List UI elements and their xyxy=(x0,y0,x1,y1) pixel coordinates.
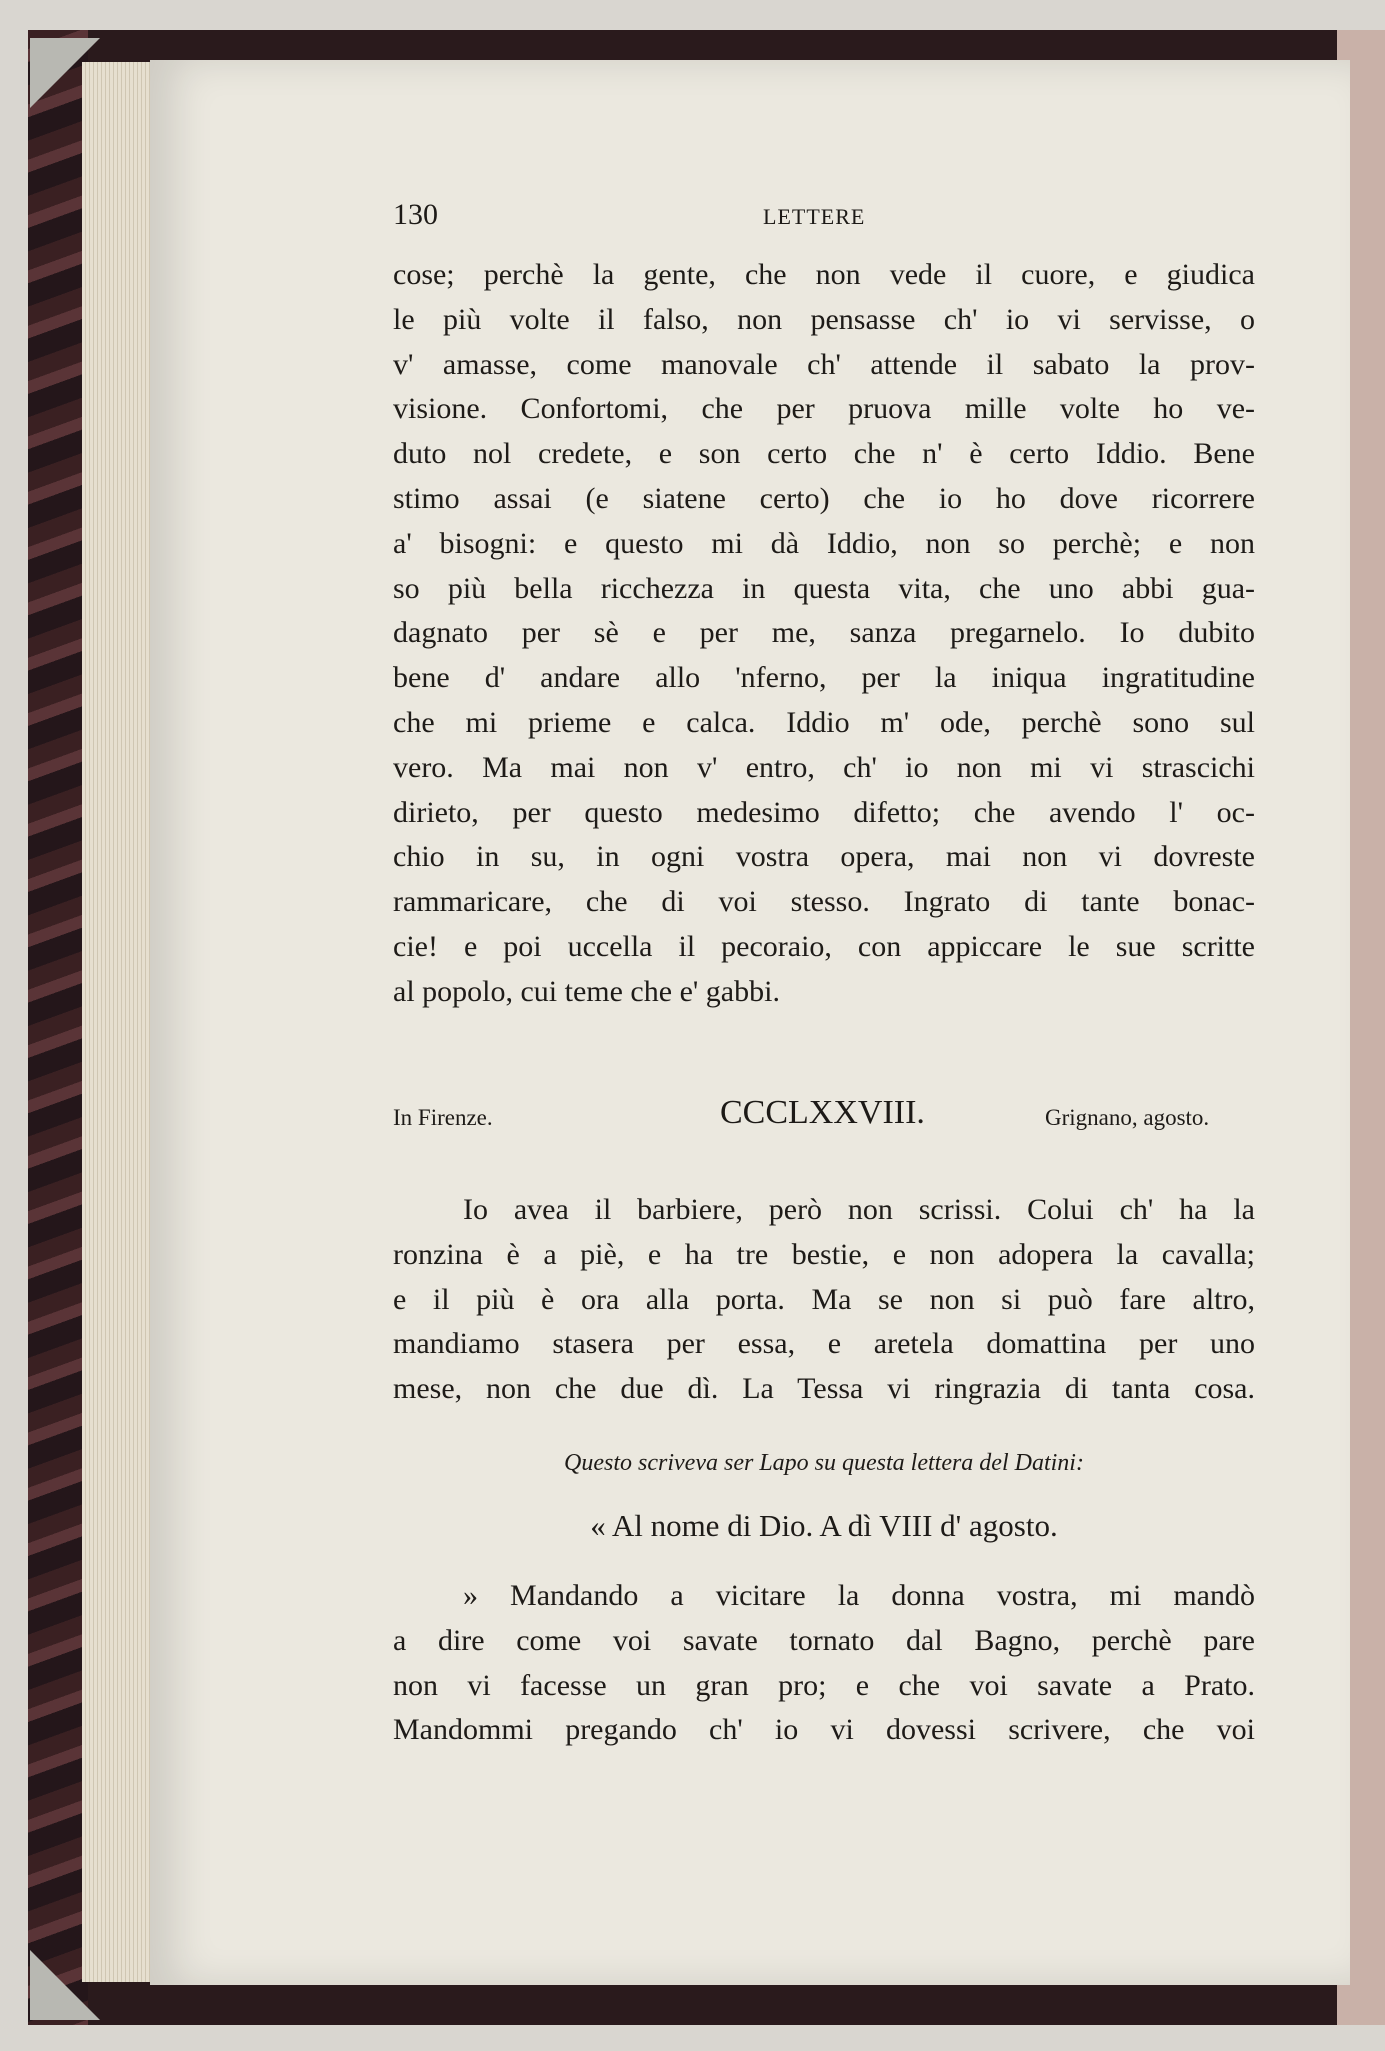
text-line: stimo assai (e siatene certo) che io ho dove ricorrere xyxy=(393,482,1255,515)
marbled-cover-edge xyxy=(28,30,88,2025)
text-line: visione. Confortomi, che per pruova mille volte ho ve- xyxy=(393,392,1255,426)
text-line: bene d' andare allo 'nferno, per la iniqua ingratitudine xyxy=(393,661,1255,695)
letter-number: CCCLXXVIII. xyxy=(720,1094,925,1131)
text-line: vero. Ma mai non v' entro, ch' io non mi vi strascichi xyxy=(393,750,1255,784)
text-line: chio in su, in ogni vostra opera, mai non vi dovreste xyxy=(393,840,1255,874)
running-title: LETTERE xyxy=(763,204,866,229)
text-line: a dire come voi savate tornato dal Bagno, perchè pare xyxy=(393,1623,1255,1657)
text-line: so più bella ricchezza in questa vita, che uno abbi gua- xyxy=(393,571,1255,605)
editor-note: Questo scriveva ser Lapo su questa lettera del Datini: xyxy=(564,1450,1084,1476)
text-line: Mandommi pregando ch' io vi dovessi scrivere, che voi xyxy=(393,1713,1255,1747)
text-line: mandiamo stasera per essa, e aretela domattina per uno xyxy=(393,1327,1255,1361)
page-number: 130 xyxy=(393,198,438,231)
letter-recipient-place: In Firenze. xyxy=(393,1105,493,1130)
text-line: cose; perchè la gente, che non vede il cuore, e giudica xyxy=(393,258,1255,291)
text-line: rammaricare, che di voi stesso. Ingrato di tante bonac- xyxy=(393,885,1255,919)
text-line: » Mandando a vicitare la donna vostra, mi mandò xyxy=(463,1579,1255,1612)
text-line: duto nol credete, e son certo che n' è certo Iddio. Bene xyxy=(393,437,1255,471)
text-line: a' bisogni: e questo mi dà Iddio, non so perchè; e non xyxy=(393,526,1255,560)
text-line: dirieto, per questo medesimo difetto; che avendo l' oc- xyxy=(393,795,1255,829)
text-line: cie! e poi uccella il pecoraio, con appiccare le sue scritte xyxy=(393,930,1255,963)
text-line: che mi prieme e calca. Iddio m' ode, perchè sono sul xyxy=(393,706,1255,739)
quote-opening: « Al nome di Dio. A dì VIII d' agosto. xyxy=(590,1508,1058,1543)
letter-place-date: Grignano, agosto. xyxy=(1045,1105,1210,1130)
text-line: ronzina è a piè, e ha tre bestie, e non adopera la cavalla; xyxy=(393,1237,1255,1271)
text-line: mese, non che due dì. La Tessa vi ringrazia di tanta cosa. xyxy=(393,1372,1255,1406)
text-line: Io avea il barbiere, però non scrissi. Colui ch' ha la xyxy=(463,1193,1255,1226)
text-line: e il più è ora alla porta. Ma se non si può fare altro, xyxy=(393,1282,1255,1316)
text-line: dagnato per sè e per me, sanza pregarnelo. Io dubito xyxy=(393,616,1255,650)
text-line: al popolo, cui teme che e' gabbi. xyxy=(393,974,780,1008)
text-line: non vi facesse un gran pro; e che voi savate a Prato. xyxy=(393,1668,1255,1702)
text-line: v' amasse, come manovale ch' attende il sabato la prov- xyxy=(393,347,1255,381)
text-line: le più volte il falso, non pensasse ch' io vi servisse, o xyxy=(393,302,1255,336)
